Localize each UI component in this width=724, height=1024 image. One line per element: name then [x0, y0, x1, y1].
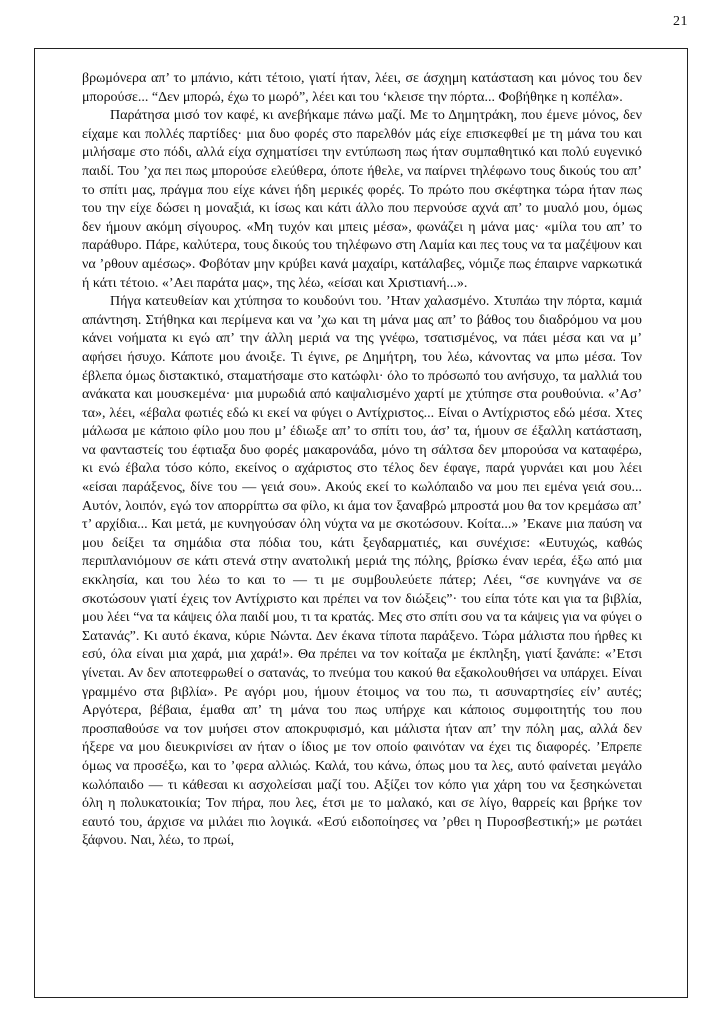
paragraph-2: Παράτησα μισό τον καφέ, κι ανεβήκαμε πάνω μαζί. Με το Δημητράκη, που έμενε μόνος, δεν είχαμε και πολλές παρτίδες· μια δυο φορές στο παρελθόν μάς είχε επισκεφθεί με τη μάνα του και μιλήσαμε στο πόδι, αλλά είχα σχηματίσει την εντύπωση πως ήταν συμπαθητικό και πολύ ευγενικό παιδί. Του ’χα πει πως μπορούσε ελεύθερα, όποτε ήθελε, να παίρνει τηλέφωνο τους δικούς του απ’ το σπίτι μας, πράγμα που είχε κάνει ήδη μερικές φορές. Το πρώτο που σκέφτηκα τώρα ήταν πως του την είχε δώσει η μοναξιά, κι ίσως και κάτι άλλο που περνούσε αχνά απ’ το μυαλό μου, όμως δεν ήμουν ακόμη σίγουρος. «Μη τυχόν και μπεις μέσα», φωνάζει η μάνα μας· «μίλα του απ’ το παράθυρο. Πάρε, καλύτερα, τους δικούς του τηλέφωνο στη Λαμία και πες τους να τα μαζέψουν και να ’ρθουν αμέσως». Φοβόταν μην κρύβει κανά μαχαίρι, κατάλαβες, νόμιζε πως έπαιρνε ναρκωτικά ή κάτι τέτοιο. «’Αει παράτα μας», της λέω, «είσαι και Χριστιανή...». [82, 108, 642, 291]
page-number: 21 [673, 14, 688, 29]
paragraph-1: βρωμόνερα απ’ το μπάνιο, κάτι τέτοιο, γιατί ήταν, λέει, σε άσχημη κατάσταση και μόνος του δεν μπορούσε... “Δεν μπορώ, έχω το μωρό”, λέει και του ‘κλεισε την πόρτα... Φοβήθηκε η κοπέλα». [82, 71, 642, 105]
body-text [82, 70, 642, 851]
paragraph-3: Πήγα κατευθείαν και χτύπησα το κουδούνι του. ’Ηταν χαλασμένο. Χτυπάω την πόρτα, καμιά απάντηση. Στήθηκα και περίμενα και να ’χω και τη μάνα μας απ’ το βάθος του διαδρόμου να μου κάνει νοήματα κι εγώ απ’ την άλλη μεριά να της γνέφω, τσατισμένος, να πάει μέσα και να μ’ αφήσει ήσυχο. Κάποτε μου άνοιξε. Τι έγινε, ρε Δημήτρη, του λέω, κάνοντας να μπω μέσα. Τον έβλεπα όμως διστακτικό, σταματήσαμε στο κατώφλι· όλο το πρόσωπό του ανήσυχο, τα μαλλιά του ανάκατα και μουσκεμένα· μια μυρωδιά από καψαλισμένο χαρτί με χτύπησε στα ρουθούνια. «’Ασ’ τα», λέει, «έβαλα φωτιές εδώ κι εκεί να φύγει ο Αντίχριστος... Είναι ο Αντίχριστος εδώ μέσα. Χτες μάλωσα με κάποιο φίλο μου που μ’ έδιωξε απ’ το σπίτι του, άσ’ τα, ήμουν σε έξαλλη κατάσταση, να φανταστείς του έφτιαξα δυο φορές μακαρονάδα, μόνο τη σάλτσα δεν μπορούσα να καταφέρω, κι ενώ έβαλα τόσο κόπο, εκείνος ο αχάριστος στο τέλος δεν έφαγε, παρά γυρνάει και μου λέει «είσαι παράξενος, δίνε του — γειά σου». Ακούς εκεί το κωλόπαιδο να μου πει εμένα γειά σου... Αυτόν, λοιπόν, εγώ τον απορρίπτω σα φίλο, κι άμα τον ξαναβρώ μπροστά μου θα τον κρεμάσω απ’ τ’ αρχίδια... Και μετά, με κυνηγούσαν όλη νύχτα να με σκοτώσουν. Κοίτα...» ’Εκανε μια παύση να μου δείξει τα σημάδια στα πόδια του, κάτι ξεγδαρματιές, και συνέχισε: «Ευτυχώς, καθώς περιπλανιόμουν σε κάτι στενά στην ανατολική μεριά της πόλης, βρίσκω έναν ιερέα, έξω από μια εκκλησία, και του λέω το και το — τι με συμβουλεύετε πάτερ; Λέει, “σε κυνηγάνε να σε σκοτώσουν γιατί έχεις τον Αντίχριστο και πρέπει να τον διώξεις”· του είπα τότε και για τα βιβλία, μου λέει “να τα κάψεις όλα παιδί μου, τι τα κρατάς. Μες στο σπίτι σου να τα κάψεις για να φύγει ο Σατανάς”. Κι αυτό έκανα, κύριε Νώντα. Δεν έκανα τίποτα παράξενο. Τώρα μάλιστα που ήρθες κι εσύ, όλα είναι μια χαρά, μια χαρά!». Θα πρέπει να τον κοίταζα με έκπληξη, γιατί ξανάπε: «’Ετσι γίνεται. Αν δεν αποτεφρωθεί ο σατανάς, το πνεύμα του κακού θα εξακολουθήσει να υπάρχει. Είναι γραμμένο στα βιβλία». Ρε αγόρι μου, ήμουν έτοιμος να του πω, τι ασυναρτησίες είν’ αυτές; Αργότερα, βέβαια, έμαθα απ’ τη μάνα του πως υπήρχε και κάποιος συμφοιτητής του που προσπαθούσε να τον μυήσει στον αποκρυφισμό, και μάλιστα ήταν απ’ την πόλη μας, αλλά δεν ήξερε να μου διευκρινίσει αν ήταν ο ίδιος με τον οποίο φαινόταν να έχει τις διαφορές. ’Επρεπε όμως να προσέξω, και το ’φερα αλλιώς. Καλά, του κάνω, όπως μου τα λες, αυτό φαίνεται μεγάλο κωλόπαιδο — τι κάθεσαι κι ασχολείσαι μαζί του. Αξίζει τον κόπο για χάρη του να ξεσηκώνεται όλη η πολυκατοικία; Τον πήρα, που λες, έτσι με το μαλακό, και σε λίγο, θαρρείς και βρήκε τον εαυτό του, άρχισε να μιλάει πιο λογικά. «Εσύ ειδοποίησες να ’ρθει η Πυροσβεστική;» με ρωτάει ξάφνου. Ναι, λέω, το πρωί, [82, 294, 642, 849]
